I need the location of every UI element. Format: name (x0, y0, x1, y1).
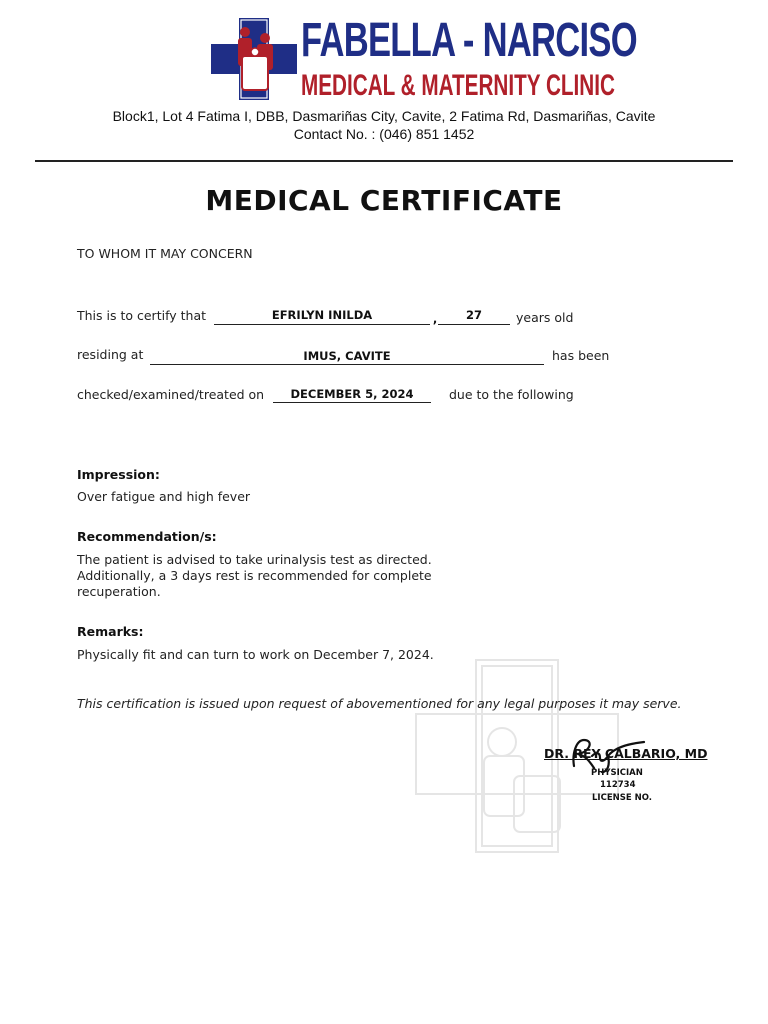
recommendation-label: Recommendation/s: (77, 529, 217, 544)
residence-underline (150, 364, 544, 365)
salutation: TO WHOM IT MAY CONCERN (77, 246, 253, 261)
patient-age: 27 (465, 308, 482, 322)
exam-date-underline (273, 402, 431, 403)
remarks-text: Physically fit and can turn to work on December 7, 2024. (77, 647, 434, 662)
age-separator: , (432, 312, 438, 326)
clinic-contact: Contact No. : (046) 851 1452 (293, 126, 475, 142)
patient-name-underline (214, 324, 430, 325)
license-label: LICENSE NO. (592, 793, 653, 803)
brand-subtitle: MEDICAL & MATERNITY CLINIC (301, 69, 615, 102)
patient-residence: IMUS, CAVITE (303, 349, 391, 363)
checked-prefix: checked/examined/treated on (77, 387, 265, 402)
license-number: 112734 (600, 780, 636, 790)
certificate-title: MEDICAL CERTIFICATE (205, 184, 563, 217)
remarks-label: Remarks: (77, 624, 144, 639)
years-old-suffix: years old (516, 310, 574, 325)
impression-text: Over fatigue and high fever (77, 489, 251, 504)
has-been-suffix: has been (552, 348, 610, 363)
clinic-cross-family-icon (211, 18, 297, 100)
clinic-logo (211, 14, 637, 102)
closing-note: This certification is issued upon request of abovementioned for any legal purposes it may serve. (77, 696, 682, 711)
brand-name: FABELLA - NARCISO (301, 14, 637, 67)
recommendation-text: The patient is advised to take urinalysis test as directed. Additionally, a 3 days rest is recommended for complete recuperation. (77, 552, 432, 599)
clinic-address: Block1, Lot 4 Fatima I, DBB, Dasmariñas City, Cavite, 2 Fatima Rd, Dasmariñas, Cavite (112, 108, 656, 124)
certify-prefix: This is to certify that (77, 308, 207, 323)
patient-age-underline (438, 324, 510, 325)
physician-title: PHYSICIAN (591, 768, 643, 778)
impression-label: Impression: (77, 467, 160, 482)
physician-name: DR. REY CALBARIO, MD (544, 746, 708, 761)
due-to-suffix: due to the following (449, 387, 574, 402)
exam-date: DECEMBER 5, 2024 (290, 387, 414, 401)
residing-prefix: residing at (77, 347, 144, 362)
header-divider (35, 160, 733, 162)
patient-name: EFRILYN INILDA (271, 308, 373, 322)
